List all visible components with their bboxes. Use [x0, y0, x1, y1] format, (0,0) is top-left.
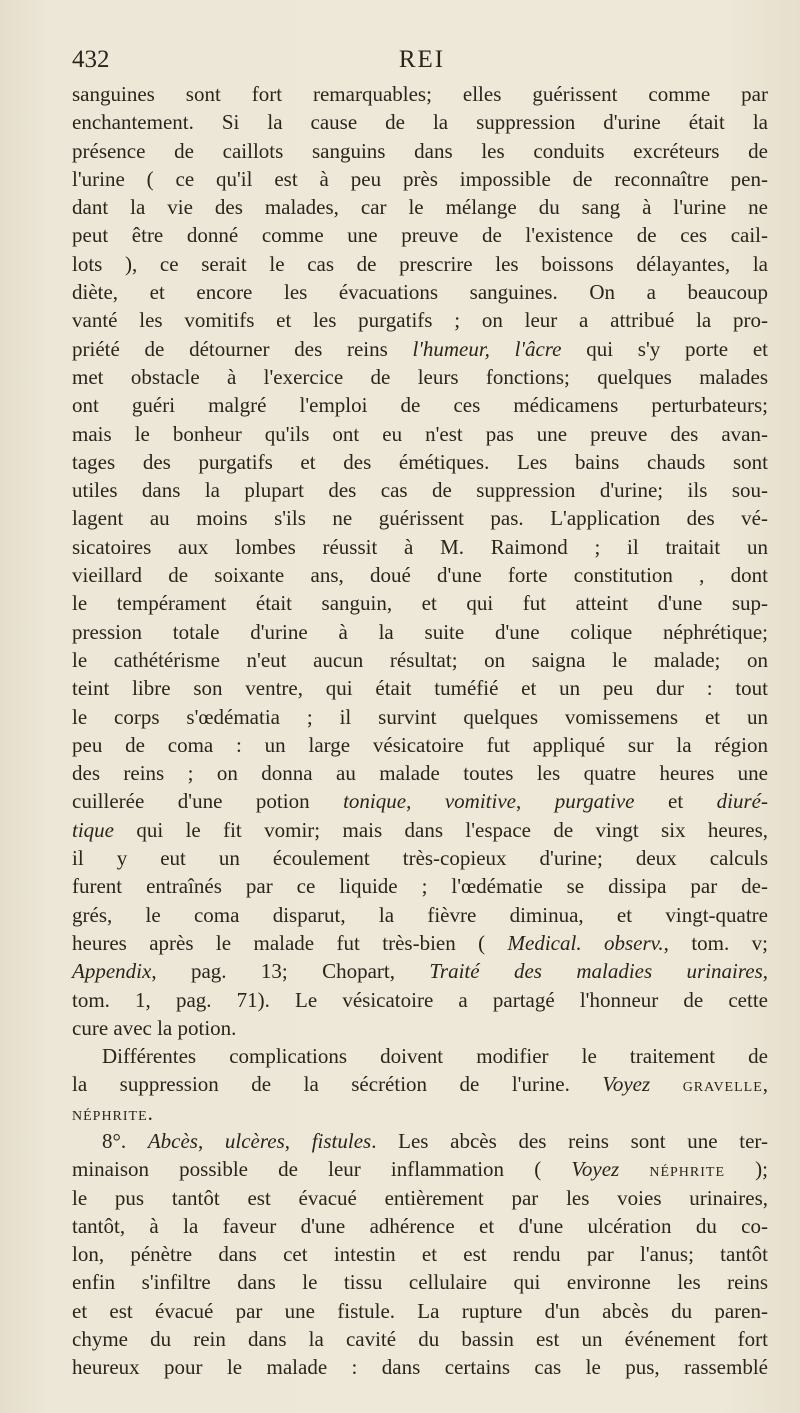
text-line [72, 1070, 768, 1098]
small-caps-text: NÉPHRITE [649, 1165, 726, 1181]
text-run: heureux pour le malade : dans certains cas le pus, rassemblé [72, 1355, 768, 1380]
text-run: vieillard de soixante ans, doué d'une forte constitution , dont [72, 563, 768, 588]
text-run: chyme du rein dans la cavité du bassin est un événement fort [72, 1327, 768, 1352]
text-run: vanté les vomitifs et les purgatifs ; on leur a attribué la pro- [72, 308, 768, 333]
text-run: lots ), ce serait le cas de prescrire les boissons délayantes, la [72, 251, 768, 276]
text-run: diète, et encore les évacuations sanguines. On a beaucoup [72, 280, 768, 305]
text-line [72, 759, 768, 787]
body-text [72, 80, 768, 1382]
text-run: ); [725, 1157, 769, 1182]
text-line [72, 476, 768, 504]
text-line [72, 1127, 768, 1155]
italic-text: l'humeur, l'âcre [412, 336, 562, 361]
text-run: met obstacle à l'exercice de leurs fonctions; quelques malades [72, 364, 768, 389]
text-line [72, 957, 768, 985]
text-run: Différentes complications doivent modifier le traitement de [102, 1044, 768, 1069]
text-run: et [634, 789, 717, 814]
text-run: . Les abcès des reins sont une ter- [371, 1128, 768, 1153]
text-run: le pus tantôt est évacué entièrement par les voies urinaires, [72, 1185, 768, 1210]
text-run: . [147, 1100, 153, 1125]
text-line [72, 589, 768, 617]
text-line [72, 618, 768, 646]
text-line [72, 504, 768, 532]
italic-text: ulcères [224, 1128, 285, 1153]
text-line [72, 872, 768, 900]
text-run: heures après le malade fut très-bien ( [72, 930, 508, 955]
text-line [72, 306, 768, 334]
italic-text: vomitive [444, 789, 516, 814]
text-line [72, 1240, 768, 1268]
text-run: , [762, 959, 769, 984]
italic-text: Traité des maladies urinaires [429, 959, 763, 984]
text-run: lagent au moins s'ils ne guérissent pas. L'application des vé- [72, 506, 768, 531]
text-line [72, 731, 768, 759]
text-run: furent entraînés par ce liquide ; l'œdématie se dissipa par de- [72, 874, 768, 899]
text-run: peut être donné comme une preuve de l'existence de ces cail- [72, 223, 768, 248]
text-line [72, 1268, 768, 1296]
text-line [72, 363, 768, 391]
text-line [72, 1353, 768, 1381]
text-line [72, 391, 768, 419]
text-run: , tom. v; [663, 930, 768, 955]
text-run: pression totale d'urine à la suite d'une colique néphrétique; [72, 619, 768, 644]
text-line [72, 1014, 768, 1042]
text-run: tantôt, à la faveur d'une adhérence et d'une ulcération du co- [72, 1213, 768, 1238]
italic-text: Voyez [571, 1157, 620, 1182]
text-line [72, 250, 768, 278]
text-line [72, 561, 768, 589]
small-caps-text: NÉPHRITE [72, 1108, 148, 1124]
text-line [72, 1184, 768, 1212]
running-head: REI [398, 46, 446, 73]
text-run: la suppression de la sécrétion de l'urine. [72, 1072, 603, 1097]
text-line [72, 1297, 768, 1325]
italic-text: Appendix [72, 959, 152, 984]
text-run: , [406, 789, 445, 814]
text-run: minaison possible de leur inflammation ( [72, 1157, 572, 1182]
text-line [72, 335, 768, 363]
text-run [650, 1072, 683, 1096]
text-run: teint libre son ventre, qui était tuméfié et un peu dur : tout [72, 676, 768, 701]
text-run: , pag. 13; Chopart, [151, 959, 430, 984]
text-line [72, 193, 768, 221]
italic-text: tique [72, 817, 114, 842]
text-run: , [762, 1072, 769, 1097]
italic-text: purgative [554, 789, 635, 814]
text-run: , [197, 1128, 225, 1153]
text-run: il y eut un écoulement très-copieux d'urine; deux calculs [72, 846, 768, 871]
page-header [72, 46, 772, 80]
text-run: priété de détourner des reins [72, 336, 413, 361]
text-line [72, 278, 768, 306]
text-run: tages des purgatifs et des émétiques. Les bains chauds sont [72, 449, 768, 474]
text-line [72, 221, 768, 249]
text-run: le cathétérisme n'eut aucun résultat; on saigna le malade; on [72, 647, 768, 672]
text-run: enchantement. Si la cause de la suppression d'urine était la [72, 110, 768, 135]
italic-text: Medical. observ. [507, 930, 664, 955]
text-run: qui le fit vomir; mais dans l'espace de vingt six heures, [114, 817, 768, 842]
text-run: , [516, 789, 555, 814]
text-run: qui s'y porte et [561, 336, 768, 361]
text-line [72, 986, 768, 1014]
text-run: l'urine ( ce qu'il est à peu près impossible de reconnaître pen- [72, 166, 768, 191]
text-line [72, 420, 768, 448]
text-run: utiles dans la plupart des cas de suppression d'urine; ils sou- [72, 478, 768, 503]
italic-text: fistules [311, 1128, 372, 1153]
text-run: le tempérament était sanguin, et qui fut atteint d'une sup- [72, 591, 768, 616]
page-number: 432 [72, 46, 110, 73]
text-run: sicatoires aux lombes réussit à M. Raimond ; il traitait un [72, 534, 768, 559]
text-run: cure avec la potion. [72, 1015, 237, 1040]
text-line [72, 448, 768, 476]
text-line [72, 1042, 768, 1070]
text-run: , [284, 1128, 312, 1153]
text-line [72, 1099, 768, 1127]
text-run: 8°. [102, 1128, 148, 1153]
text-run: sanguines sont fort remarquables; elles guérissent comme par [72, 82, 768, 106]
text-line [72, 1212, 768, 1240]
small-caps-text: GRAVELLE [682, 1080, 763, 1096]
text-run: tom. 1, pag. 71). Le vésicatoire a partagé l'honneur de cette [72, 987, 768, 1012]
text-line [72, 1325, 768, 1353]
text-line [72, 674, 768, 702]
text-line [72, 844, 768, 872]
text-line [72, 80, 768, 108]
text-run: cuillerée d'une potion [72, 789, 344, 814]
text-run: le corps s'œdématia ; il survint quelques vomissemens et un [72, 704, 768, 729]
text-run: peu de coma : un large vésicatoire fut appliqué sur la région [72, 732, 768, 757]
text-run: des reins ; on donna au malade toutes les quatre heures une [72, 761, 768, 786]
text-run [619, 1157, 649, 1181]
text-line [72, 137, 768, 165]
italic-text: diuré- [716, 789, 768, 814]
italic-text: Abcès [147, 1128, 198, 1153]
text-line [72, 165, 768, 193]
text-run: lon, pénètre dans cet intestin et est rendu par l'anus; tantôt [72, 1242, 768, 1267]
text-run: ont guéri malgré l'emploi de ces médicamens perturbateurs; [72, 393, 768, 418]
text-line [72, 1155, 768, 1183]
text-line [72, 787, 768, 815]
text-line [72, 901, 768, 929]
text-line [72, 703, 768, 731]
text-line [72, 108, 768, 136]
text-run: enfin s'infiltre dans le tissu cellulaire qui environne les reins [72, 1270, 768, 1295]
text-run: présence de caillots sanguins dans les conduits excréteurs de [72, 138, 768, 163]
italic-text: tonique [343, 789, 407, 814]
text-line [72, 533, 768, 561]
text-line [72, 929, 768, 957]
text-line [72, 816, 768, 844]
text-run: grés, le coma disparut, la fièvre diminua, et vingt-quatre [72, 902, 768, 927]
italic-text: Voyez [602, 1072, 651, 1097]
text-line [72, 646, 768, 674]
text-run: et est évacué par une fistule. La rupture d'un abcès du paren- [72, 1298, 768, 1323]
text-run: dant la vie des malades, car le mélange du sang à l'urine ne [72, 195, 768, 220]
text-run: mais le bonheur qu'ils ont eu n'est pas une preuve des avan- [72, 421, 768, 446]
